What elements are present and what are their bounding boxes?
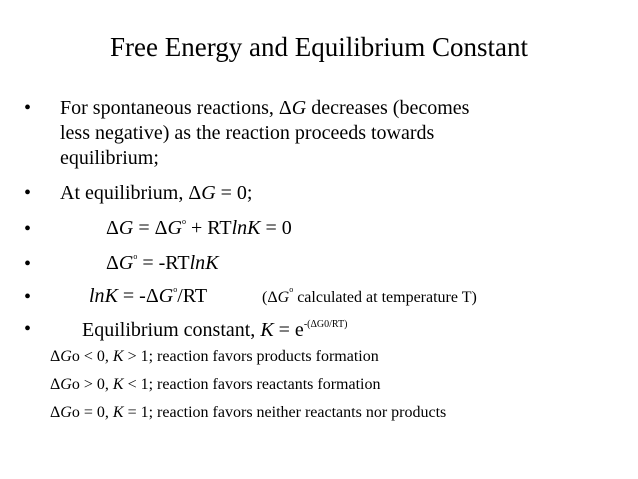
- text: = -RT: [137, 252, 190, 274]
- k-symbol: K: [112, 376, 124, 393]
- bullet-1-line-1: [60, 96, 469, 120]
- standard-superscript: o: [289, 285, 294, 294]
- standard-superscript: o: [133, 252, 138, 261]
- k-symbol: K: [247, 217, 261, 239]
- gibbs-g: G: [118, 252, 134, 274]
- text: > 0,: [79, 376, 113, 393]
- delta-symbol: Δ: [154, 217, 168, 239]
- k-symbol: K: [112, 348, 124, 365]
- text: = -: [117, 285, 146, 307]
- bullet-3: [106, 216, 292, 244]
- standard-o: o: [71, 376, 80, 393]
- text: + RT: [185, 217, 232, 239]
- bullet-6: [82, 318, 347, 346]
- delta-symbol: Δ: [50, 348, 61, 365]
- standard-superscript: o: [173, 285, 178, 294]
- standard-superscript: o: [181, 217, 186, 226]
- standard-o: o: [71, 404, 80, 421]
- bullet-4: [106, 251, 219, 279]
- condition-negative: [50, 347, 379, 367]
- standard-o: o: [71, 348, 80, 365]
- delta-symbol: Δ: [106, 252, 119, 274]
- gibbs-g: G: [291, 97, 307, 119]
- k-symbol: K: [104, 285, 118, 307]
- text: At equilibrium,: [60, 182, 189, 204]
- gibbs-g: G: [60, 348, 72, 365]
- slide-title: Free Energy and Equilibrium Constant: [110, 32, 528, 62]
- gibbs-g: G: [201, 182, 216, 204]
- text: < 0,: [79, 348, 113, 365]
- bullet-dot: •: [24, 286, 32, 308]
- bullet-dot: •: [24, 318, 32, 340]
- bullet-2: [60, 181, 253, 205]
- text: = 1; reaction favors neither reactants nor products: [123, 404, 447, 421]
- bullet-dot: •: [24, 253, 32, 275]
- paren: (: [262, 289, 268, 306]
- bullet-dot: •: [24, 97, 32, 119]
- text: = 0: [260, 217, 292, 239]
- text: = e: [273, 319, 304, 341]
- delta-symbol: Δ: [50, 404, 61, 421]
- k-symbol: K: [205, 252, 219, 274]
- bullet-1-line-3: equilibrium;: [60, 147, 159, 169]
- k-symbol: K: [112, 404, 124, 421]
- gibbs-g: G: [167, 217, 182, 239]
- text: calculated at temperature T): [293, 289, 477, 306]
- gibbs-g: G: [158, 285, 174, 307]
- condition-zero: [50, 403, 446, 423]
- ln: ln: [231, 217, 248, 239]
- text: /RT: [177, 285, 208, 307]
- delta-symbol: Δ: [106, 217, 119, 239]
- ln: ln: [189, 252, 206, 274]
- text: > 1; reaction favors products formation: [123, 348, 379, 365]
- text: = 0;: [215, 182, 253, 204]
- bullet-dot: •: [24, 218, 32, 240]
- text: For spontaneous reactions,: [60, 97, 279, 119]
- text: =: [133, 217, 155, 239]
- delta-symbol: Δ: [278, 97, 292, 119]
- text: < 1; reaction favors reactants formation: [123, 376, 381, 393]
- text: = 0,: [79, 404, 113, 421]
- k-symbol: K: [260, 319, 274, 341]
- text: Equilibrium constant,: [82, 319, 261, 341]
- delta-symbol: Δ: [267, 289, 278, 306]
- gibbs-g: G: [118, 217, 134, 239]
- bullet-dot: •: [24, 182, 32, 204]
- condition-positive: [50, 375, 380, 395]
- gibbs-g: G: [60, 376, 72, 393]
- exponent: -(ΔG0/RT): [303, 319, 348, 330]
- text: decreases (becomes: [306, 97, 470, 119]
- delta-symbol: Δ: [145, 285, 159, 307]
- bullet-1-line-2: less negative) as the reaction proceeds towards: [60, 122, 435, 144]
- gibbs-g: G: [277, 289, 290, 306]
- gibbs-g: G: [60, 404, 72, 421]
- delta-symbol: Δ: [50, 376, 61, 393]
- bullet-5-note: [262, 286, 477, 312]
- ln: ln: [89, 285, 105, 307]
- delta-symbol: Δ: [188, 182, 202, 204]
- bullet-5: [89, 284, 207, 312]
